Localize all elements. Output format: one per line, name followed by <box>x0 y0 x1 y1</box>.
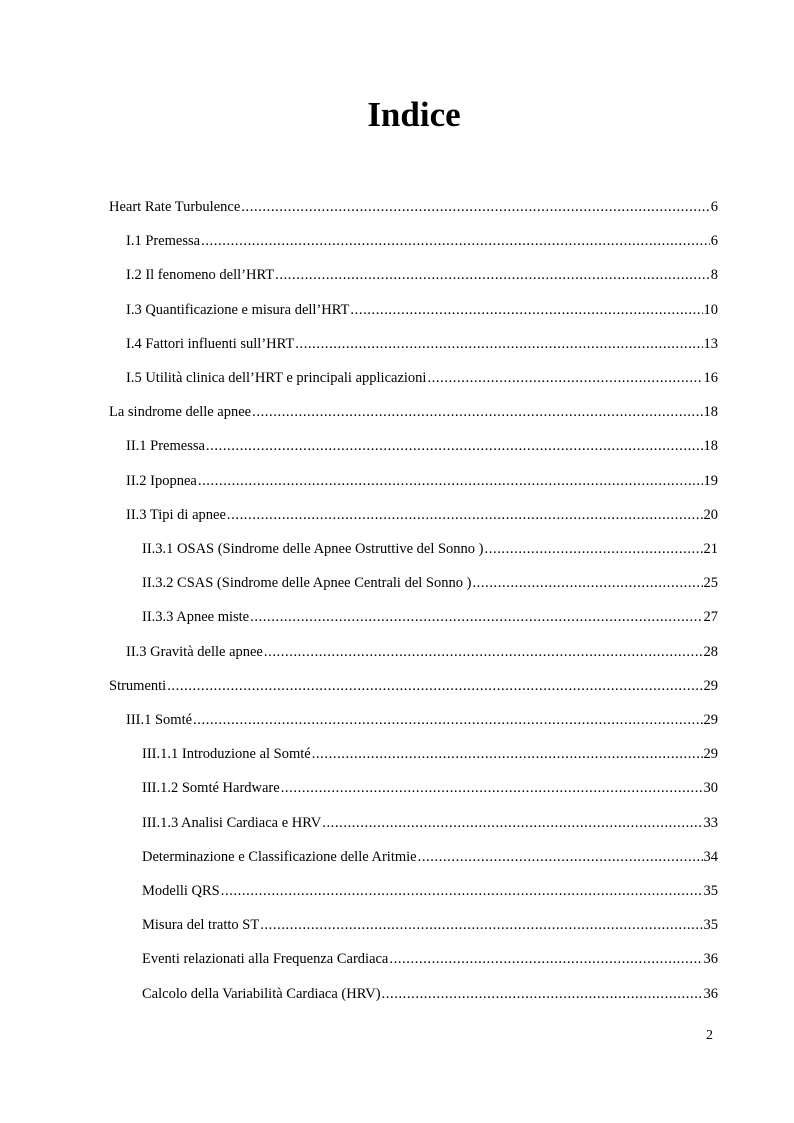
toc-entry[interactable] <box>126 333 718 355</box>
toc-entry-label: I.4 Fattori influenti sull’HRT <box>126 335 295 352</box>
toc-entry-page: 19 <box>703 472 718 489</box>
toc-entry-page: 13 <box>703 335 718 352</box>
toc-entry-page: 35 <box>703 917 718 934</box>
toc-dot-leader <box>418 846 703 868</box>
toc-entry-label: II.3 Gravità delle apnee <box>126 643 263 660</box>
toc-dot-leader <box>250 606 702 628</box>
toc-entry-page: 8 <box>710 267 718 284</box>
toc-dot-leader <box>295 333 702 355</box>
toc-dot-leader <box>206 435 703 457</box>
toc-entry-page: 36 <box>703 951 718 968</box>
toc-entry[interactable] <box>126 230 718 252</box>
toc-entry-page: 34 <box>703 848 718 865</box>
toc-entry-label: II.3.1 OSAS (Sindrome delle Apnee Ostruttive del Sonno ) <box>142 541 484 557</box>
toc-dot-leader <box>382 983 703 1005</box>
toc-entry-label: II.3.2 CSAS (Sindrome delle Apnee Centrali del Sonno ) <box>142 575 472 592</box>
toc-entry[interactable] <box>142 538 718 560</box>
toc-entry-label: III.1.2 Somté Hardware <box>142 780 280 797</box>
toc-entry-label: III.1 Somté <box>126 712 193 728</box>
toc-entry-label: Modelli QRS <box>142 883 220 899</box>
toc-dot-leader <box>389 948 702 970</box>
toc-entry-label: II.3.3 Apnee miste <box>142 609 250 626</box>
toc-entry-label: Misura del tratto ST <box>142 917 260 934</box>
toc-dot-leader <box>193 709 702 731</box>
toc-entry-page: 16 <box>703 370 718 386</box>
toc-entry-page: 29 <box>703 746 718 763</box>
toc-entry[interactable] <box>142 743 718 765</box>
toc-dot-leader <box>260 914 702 936</box>
toc-entry[interactable] <box>142 846 718 868</box>
toc-entry[interactable] <box>142 606 718 628</box>
toc-entry-page: 29 <box>703 677 718 694</box>
toc-entry[interactable] <box>142 948 718 970</box>
toc-entry[interactable] <box>109 675 718 697</box>
toc-entry-page: 35 <box>703 883 718 899</box>
toc-entry[interactable] <box>142 777 718 799</box>
toc-dot-leader <box>472 572 702 594</box>
toc-entry-label: Eventi relazionati alla Frequenza Cardiaca <box>142 951 389 968</box>
toc-entry-label: I.3 Quantificazione e misura dell’HRT <box>126 301 350 318</box>
toc-dot-leader <box>485 538 703 560</box>
toc-dot-leader <box>241 196 709 218</box>
toc-entry-label: I.5 Utilità clinica dell’HRT e principali applicazioni <box>126 370 427 386</box>
toc-entry-page: 6 <box>710 199 718 215</box>
toc-entry-label: La sindrome delle apnee <box>109 404 252 421</box>
toc-entry[interactable] <box>109 196 718 218</box>
toc-dot-leader <box>281 777 703 799</box>
toc-entry-page: 30 <box>703 780 718 797</box>
toc-entry-page: 18 <box>703 438 718 455</box>
toc-dot-leader <box>322 812 702 834</box>
toc-dot-leader <box>227 504 703 526</box>
toc-entry-label: II.2 Ipopnea <box>126 472 197 489</box>
toc-entry-page: 20 <box>703 506 718 523</box>
toc-entry-page: 29 <box>703 712 718 728</box>
toc-entry-label: III.1.1 Introduzione al Somté <box>142 746 311 763</box>
toc-entry[interactable] <box>142 983 718 1005</box>
toc-entry-page: 18 <box>703 404 718 421</box>
toc-entry-label: II.3 Tipi di apnee <box>126 506 226 523</box>
toc-entry-label: Determinazione e Classificazione delle Aritmie <box>142 848 417 865</box>
toc-entry[interactable] <box>126 641 718 663</box>
toc-entry[interactable] <box>142 914 718 936</box>
toc-dot-leader <box>275 264 710 286</box>
toc-entry-page: 28 <box>703 643 718 660</box>
toc-entry-page: 21 <box>703 541 718 557</box>
page-title: Indice <box>367 95 461 134</box>
toc-dot-leader <box>221 880 703 902</box>
toc-entry-page: 27 <box>703 609 718 626</box>
toc-entry-label: I.1 Premessa <box>126 233 201 250</box>
toc-entry[interactable] <box>126 299 718 321</box>
toc-entry[interactable] <box>109 401 718 423</box>
toc-entry-label: II.1 Premessa <box>126 438 205 455</box>
toc-entry[interactable] <box>126 367 718 389</box>
toc-entry-label: Strumenti <box>109 677 167 694</box>
toc-entry[interactable] <box>126 504 718 526</box>
toc-entry[interactable] <box>126 709 718 731</box>
toc-dot-leader <box>427 367 702 389</box>
toc-entry[interactable] <box>142 812 718 834</box>
toc-dot-leader <box>198 470 703 492</box>
toc-entry-label: III.1.3 Analisi Cardiaca e HRV <box>142 814 322 831</box>
page-number: 2 <box>706 1028 713 1043</box>
toc-entry-page: 6 <box>710 233 718 250</box>
toc-entry-label: Heart Rate Turbulence <box>109 199 241 215</box>
toc-entry[interactable] <box>126 470 718 492</box>
toc-dot-leader <box>201 230 710 252</box>
toc-entry[interactable] <box>126 264 718 286</box>
toc-entry-page: 25 <box>703 575 718 592</box>
toc-entry[interactable] <box>126 435 718 457</box>
toc-dot-leader <box>264 641 703 663</box>
toc-dot-leader <box>252 401 702 423</box>
toc-entry[interactable] <box>142 880 718 902</box>
toc-entry-label: I.2 Il fenomeno dell’HRT <box>126 267 275 284</box>
toc-dot-leader <box>167 675 702 697</box>
toc-entry-label: Calcolo della Variabilità Cardiaca (HRV) <box>142 985 381 1002</box>
toc-entry-page: 36 <box>703 985 718 1002</box>
toc-dot-leader <box>350 299 702 321</box>
toc-entry[interactable] <box>142 572 718 594</box>
toc-dot-leader <box>312 743 703 765</box>
toc-entry-page: 10 <box>703 301 718 318</box>
toc-entry-page: 33 <box>703 814 718 831</box>
